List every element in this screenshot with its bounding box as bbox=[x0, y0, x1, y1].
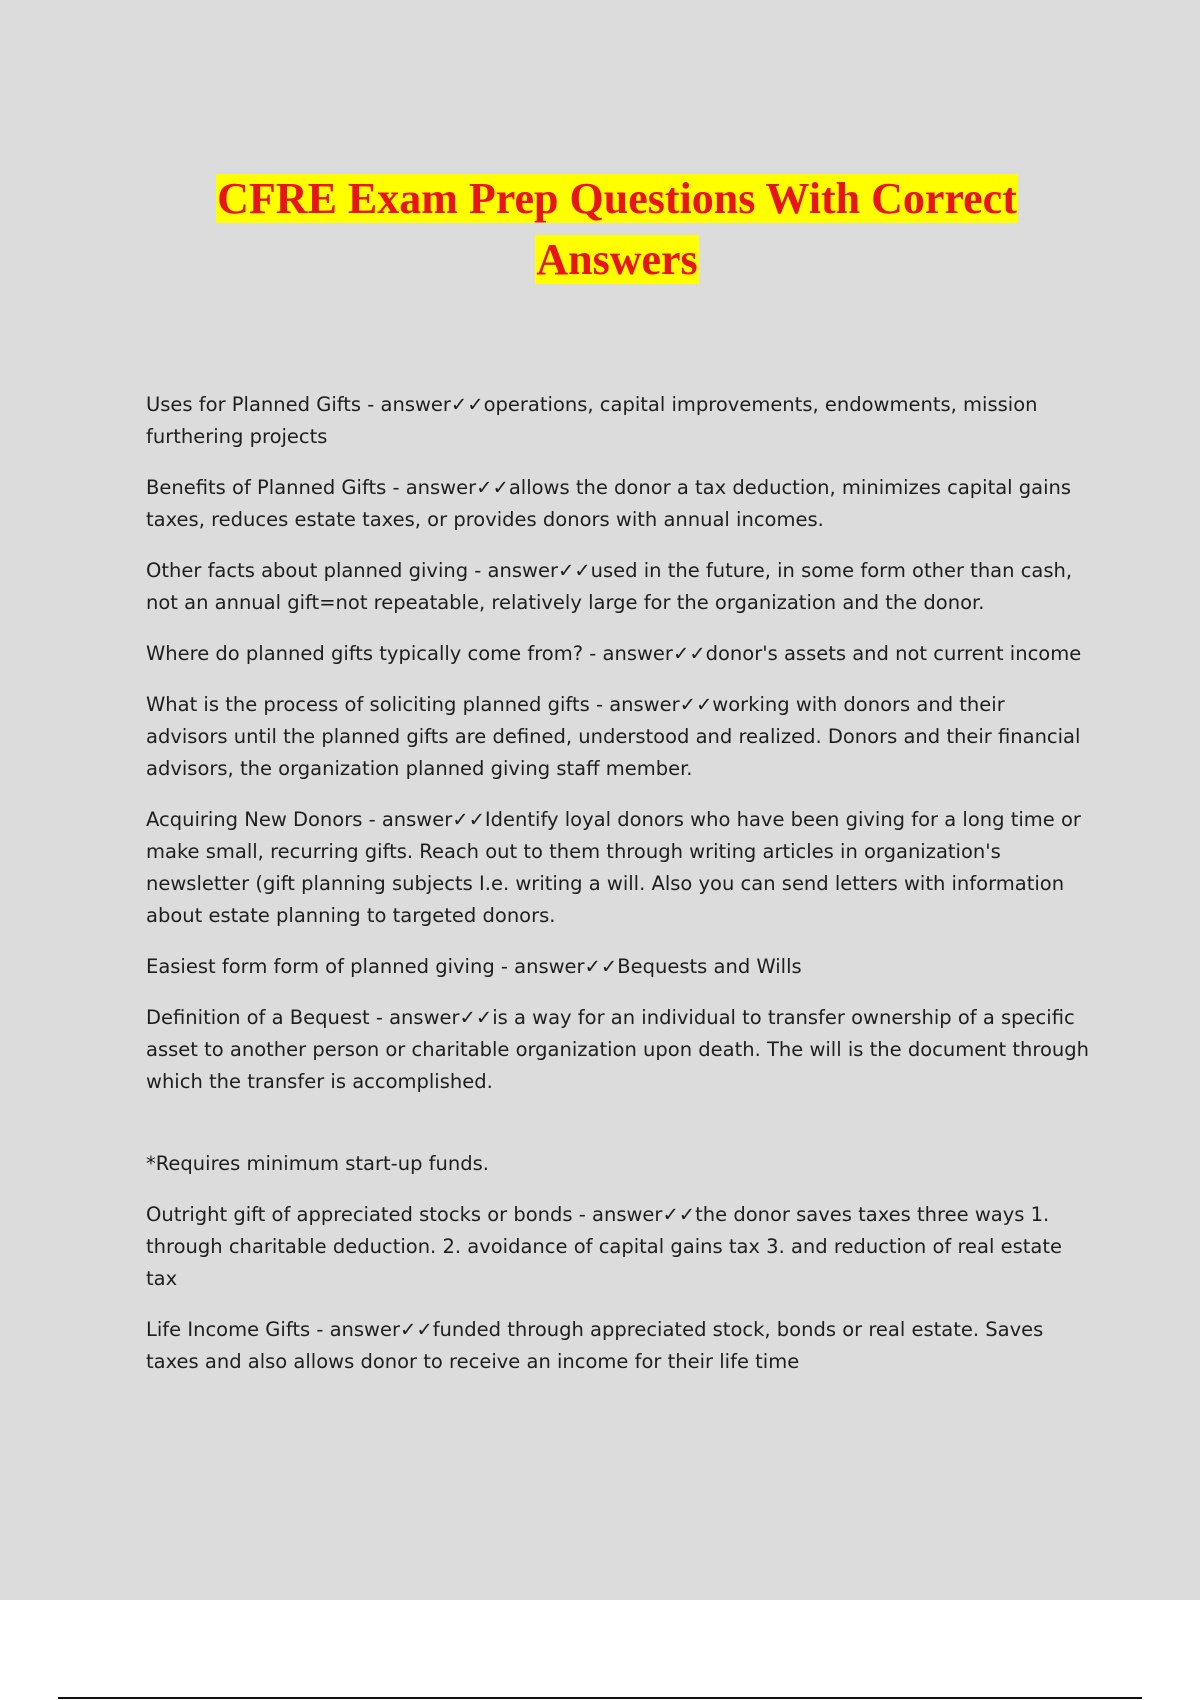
bottom-divider bbox=[58, 1697, 1142, 1699]
qa-item: What is the process of soliciting planned gifts - answer✓✓working with donors and their advisors until the planned gifts are defined, understood and realized. Donors and their financial advisors, the organization planned giving staff member. bbox=[146, 693, 1081, 780]
title-line-2: Answers bbox=[536, 235, 698, 284]
qa-item: Where do planned gifts typically come from? - answer✓✓donor's assets and not current income bbox=[146, 642, 1082, 665]
document-title bbox=[0, 168, 1200, 290]
qa-item: Easiest form form of planned giving - answer✓✓Bequests and Wills bbox=[146, 955, 802, 978]
qa-item: Definition of a Bequest - answer✓✓is a way for an individual to transfer ownership of a specific asset to another person or charitable organization upon death. The will is the document through which the transfer is accomplished. bbox=[146, 1006, 1090, 1093]
title-line-1: CFRE Exam Prep Questions With Correct bbox=[217, 174, 1017, 223]
qa-item: Uses for Planned Gifts - answer✓✓operations, capital improvements, endowments, mission furthering projects bbox=[146, 393, 1038, 448]
qa-item: Outright gift of appreciated stocks or bonds - answer✓✓the donor saves taxes three ways 1. through charitable deduction. 2. avoidance of capital gains tax 3. and reduction of real estate tax bbox=[146, 1203, 1062, 1290]
qa-item: Benefits of Planned Gifts - answer✓✓allows the donor a tax deduction, minimizes capital gains taxes, reduces estate taxes, or provides donors with annual incomes. bbox=[146, 476, 1072, 531]
qa-item: Life Income Gifts - answer✓✓funded through appreciated stock, bonds or real estate. Saves taxes and also allows donor to receive an income for their life time bbox=[146, 1318, 1044, 1373]
qa-item: Acquiring New Donors - answer✓✓Identify loyal donors who have been giving for a long time or make small, recurring gifts. Reach out to them through writing articles in organization's newsletter (gift planning subjects I.e. writing a will. Also you can send letters with information about estate planning to targeted donors. bbox=[146, 808, 1081, 927]
qa-item: Other facts about planned giving - answer✓✓used in the future, in some form other than cash, not an annual gift=not repeatable, relatively large for the organization and the donor. bbox=[146, 559, 1073, 614]
document-body bbox=[146, 389, 1092, 1397]
note-text: *Requires minimum start-up funds. bbox=[146, 1152, 489, 1175]
